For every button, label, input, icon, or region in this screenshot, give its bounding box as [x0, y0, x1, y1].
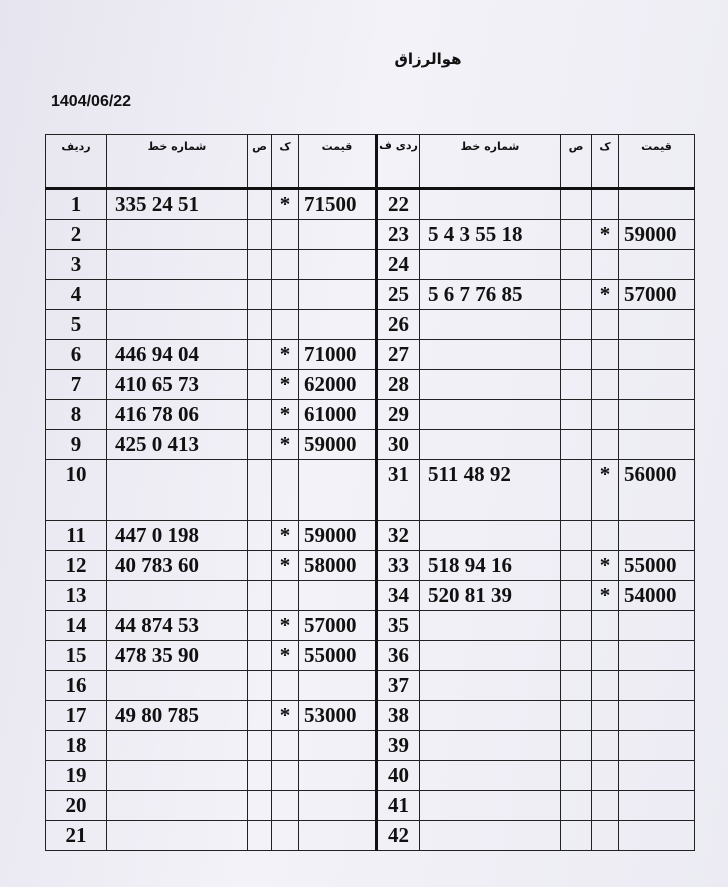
row-number: 19 — [46, 761, 107, 791]
s-cell — [248, 250, 272, 280]
table-header-row — [46, 135, 695, 189]
line-number: 410 65 73 — [107, 370, 248, 400]
s-cell — [248, 731, 272, 761]
row-number: 37 — [377, 671, 420, 701]
line-number — [107, 280, 248, 310]
table-row — [46, 641, 695, 671]
s-cell — [248, 821, 272, 851]
k-mark: * — [592, 460, 619, 521]
table-row — [46, 370, 695, 400]
k-mark: * — [272, 430, 299, 460]
price — [299, 731, 377, 761]
price — [299, 310, 377, 340]
line-number: 5 6 7 76 85 — [420, 280, 561, 310]
price — [619, 641, 695, 671]
line-number: 40 783 60 — [107, 551, 248, 581]
price — [299, 460, 377, 521]
table-row — [46, 551, 695, 581]
col-header-s: ص — [248, 135, 272, 189]
table-row — [46, 430, 695, 460]
s-cell — [248, 761, 272, 791]
s-cell — [561, 189, 592, 220]
row-number: 21 — [46, 821, 107, 851]
price — [619, 821, 695, 851]
col-header-k: ک — [272, 135, 299, 189]
s-cell — [561, 400, 592, 430]
document-date: 1404/06/22 — [51, 93, 132, 110]
k-mark — [272, 460, 299, 521]
price — [299, 821, 377, 851]
row-number: 29 — [377, 400, 420, 430]
s-cell — [248, 340, 272, 370]
line-number: 511 48 92 — [420, 460, 561, 521]
row-number: 38 — [377, 701, 420, 731]
table-row — [46, 460, 695, 521]
s-cell — [248, 400, 272, 430]
price — [619, 611, 695, 641]
k-mark — [272, 731, 299, 761]
line-number: 425 0 413 — [107, 430, 248, 460]
line-number — [420, 430, 561, 460]
k-mark — [592, 340, 619, 370]
price — [619, 761, 695, 791]
s-cell — [248, 551, 272, 581]
price — [619, 430, 695, 460]
k-mark: * — [272, 611, 299, 641]
row-number: 28 — [377, 370, 420, 400]
row-number: 22 — [377, 189, 420, 220]
line-number — [420, 701, 561, 731]
k-mark: * — [272, 370, 299, 400]
price: 55000 — [299, 641, 377, 671]
row-number: 41 — [377, 791, 420, 821]
price — [299, 671, 377, 701]
row-number: 25 — [377, 280, 420, 310]
row-number: 1 — [46, 189, 107, 220]
row-number: 40 — [377, 761, 420, 791]
s-cell — [561, 250, 592, 280]
s-cell — [561, 310, 592, 340]
row-number: 23 — [377, 220, 420, 250]
price — [299, 761, 377, 791]
line-number — [420, 641, 561, 671]
table-row — [46, 400, 695, 430]
table-row — [46, 310, 695, 340]
k-mark: * — [592, 280, 619, 310]
price — [619, 791, 695, 821]
k-mark — [592, 731, 619, 761]
s-cell — [561, 370, 592, 400]
row-number: 13 — [46, 581, 107, 611]
line-number — [420, 400, 561, 430]
line-number: 49 80 785 — [107, 701, 248, 731]
row-number: 15 — [46, 641, 107, 671]
line-number — [107, 581, 248, 611]
k-mark — [592, 611, 619, 641]
k-mark — [272, 761, 299, 791]
line-number: 5 4 3 55 18 — [420, 220, 561, 250]
k-mark — [592, 821, 619, 851]
table-row — [46, 671, 695, 701]
col-header-price-right: قیمت — [619, 135, 695, 189]
k-mark: * — [592, 220, 619, 250]
price — [619, 189, 695, 220]
line-number — [420, 611, 561, 641]
s-cell — [561, 430, 592, 460]
table-row — [46, 340, 695, 370]
row-number: 6 — [46, 340, 107, 370]
k-mark — [272, 220, 299, 250]
price — [619, 370, 695, 400]
line-number — [420, 731, 561, 761]
row-number: 18 — [46, 731, 107, 761]
line-number — [107, 310, 248, 340]
s-cell — [248, 701, 272, 731]
s-cell — [561, 701, 592, 731]
price — [299, 791, 377, 821]
s-cell — [561, 821, 592, 851]
price: 57000 — [619, 280, 695, 310]
s-cell — [248, 430, 272, 460]
k-mark — [592, 400, 619, 430]
price — [619, 310, 695, 340]
s-cell — [248, 521, 272, 551]
line-number — [107, 791, 248, 821]
price: 57000 — [299, 611, 377, 641]
s-cell — [561, 611, 592, 641]
s-cell — [248, 641, 272, 671]
line-number: 44 874 53 — [107, 611, 248, 641]
k-mark — [272, 791, 299, 821]
k-mark — [272, 310, 299, 340]
row-number: 3 — [46, 250, 107, 280]
price — [619, 731, 695, 761]
s-cell — [561, 671, 592, 701]
k-mark: * — [272, 701, 299, 731]
col-header-line-number: شماره خط — [107, 135, 248, 189]
k-mark: * — [272, 400, 299, 430]
table-row — [46, 611, 695, 641]
line-number — [420, 370, 561, 400]
k-mark: * — [592, 581, 619, 611]
line-number: 416 78 06 — [107, 400, 248, 430]
line-number — [420, 521, 561, 551]
row-number: 35 — [377, 611, 420, 641]
s-cell — [561, 581, 592, 611]
line-number: 520 81 39 — [420, 581, 561, 611]
price: 62000 — [299, 370, 377, 400]
k-mark — [592, 641, 619, 671]
col-header-k-right: ک — [592, 135, 619, 189]
s-cell — [248, 310, 272, 340]
price: 59000 — [619, 220, 695, 250]
k-mark — [272, 250, 299, 280]
col-header-row-no-right: ردی ف — [377, 135, 420, 189]
row-number: 11 — [46, 521, 107, 551]
k-mark — [272, 671, 299, 701]
row-number: 32 — [377, 521, 420, 551]
table-row — [46, 791, 695, 821]
s-cell — [248, 280, 272, 310]
k-mark — [272, 821, 299, 851]
s-cell — [561, 761, 592, 791]
row-number: 26 — [377, 310, 420, 340]
col-header-row-no: ردیف — [46, 135, 107, 189]
row-number: 20 — [46, 791, 107, 821]
price: 71000 — [299, 340, 377, 370]
price — [299, 220, 377, 250]
k-mark — [592, 250, 619, 280]
table-row — [46, 761, 695, 791]
table-row — [46, 521, 695, 551]
line-number — [107, 250, 248, 280]
k-mark — [592, 761, 619, 791]
k-mark — [592, 430, 619, 460]
k-mark — [592, 310, 619, 340]
line-number: 447 0 198 — [107, 521, 248, 551]
price: 55000 — [619, 551, 695, 581]
price — [619, 701, 695, 731]
k-mark — [592, 521, 619, 551]
row-number: 31 — [377, 460, 420, 521]
table-row — [46, 701, 695, 731]
line-number — [420, 250, 561, 280]
row-number: 2 — [46, 220, 107, 250]
price — [299, 250, 377, 280]
s-cell — [561, 731, 592, 761]
line-number — [107, 671, 248, 701]
s-cell — [248, 791, 272, 821]
line-number — [420, 340, 561, 370]
line-number — [107, 460, 248, 521]
price: 59000 — [299, 430, 377, 460]
k-mark — [272, 581, 299, 611]
line-number: 478 35 90 — [107, 641, 248, 671]
row-number: 39 — [377, 731, 420, 761]
row-number: 9 — [46, 430, 107, 460]
row-number: 42 — [377, 821, 420, 851]
k-mark: * — [272, 189, 299, 220]
price — [299, 280, 377, 310]
line-number — [420, 791, 561, 821]
table-row — [46, 280, 695, 310]
k-mark: * — [272, 521, 299, 551]
row-number: 30 — [377, 430, 420, 460]
row-number: 33 — [377, 551, 420, 581]
row-number: 7 — [46, 370, 107, 400]
row-number: 16 — [46, 671, 107, 701]
k-mark: * — [272, 551, 299, 581]
s-cell — [248, 611, 272, 641]
price: 71500 — [299, 189, 377, 220]
row-number: 27 — [377, 340, 420, 370]
price: 54000 — [619, 581, 695, 611]
row-number: 4 — [46, 280, 107, 310]
s-cell — [561, 220, 592, 250]
line-number: 335 24 51 — [107, 189, 248, 220]
line-number — [107, 731, 248, 761]
price: 58000 — [299, 551, 377, 581]
line-number — [107, 220, 248, 250]
price — [619, 400, 695, 430]
line-number: 518 94 16 — [420, 551, 561, 581]
line-number — [420, 671, 561, 701]
s-cell — [561, 551, 592, 581]
s-cell — [248, 220, 272, 250]
s-cell — [248, 671, 272, 701]
k-mark: * — [592, 551, 619, 581]
s-cell — [561, 460, 592, 521]
k-mark — [592, 189, 619, 220]
line-number: 446 94 04 — [107, 340, 248, 370]
k-mark: * — [272, 340, 299, 370]
col-header-line-number-right: شماره خط — [420, 135, 561, 189]
line-number — [420, 189, 561, 220]
s-cell — [561, 340, 592, 370]
price — [299, 581, 377, 611]
table-row — [46, 220, 695, 250]
row-number: 34 — [377, 581, 420, 611]
line-number — [420, 821, 561, 851]
price-table — [45, 134, 695, 851]
table-row — [46, 189, 695, 220]
s-cell — [561, 280, 592, 310]
row-number: 17 — [46, 701, 107, 731]
price — [619, 671, 695, 701]
s-cell — [561, 791, 592, 821]
k-mark — [592, 370, 619, 400]
line-number — [420, 761, 561, 791]
line-number — [420, 310, 561, 340]
k-mark: * — [272, 641, 299, 671]
table-row — [46, 250, 695, 280]
k-mark — [592, 671, 619, 701]
price: 59000 — [299, 521, 377, 551]
row-number: 5 — [46, 310, 107, 340]
s-cell — [561, 521, 592, 551]
line-number — [107, 821, 248, 851]
line-number — [107, 761, 248, 791]
price: 56000 — [619, 460, 695, 521]
price: 53000 — [299, 701, 377, 731]
price — [619, 340, 695, 370]
price — [619, 250, 695, 280]
table-row — [46, 821, 695, 851]
table-row — [46, 581, 695, 611]
k-mark — [272, 280, 299, 310]
row-number: 24 — [377, 250, 420, 280]
s-cell — [248, 460, 272, 521]
row-number: 12 — [46, 551, 107, 581]
k-mark — [592, 791, 619, 821]
row-number: 10 — [46, 460, 107, 521]
price — [619, 521, 695, 551]
table-row — [46, 731, 695, 761]
table-body — [46, 189, 695, 851]
col-header-price: قیمت — [299, 135, 377, 189]
s-cell — [248, 581, 272, 611]
price: 61000 — [299, 400, 377, 430]
k-mark — [592, 701, 619, 731]
page-title: هوالرزاق — [394, 50, 462, 68]
col-header-s-right: ص — [561, 135, 592, 189]
row-number: 14 — [46, 611, 107, 641]
row-number: 8 — [46, 400, 107, 430]
s-cell — [248, 370, 272, 400]
s-cell — [248, 189, 272, 220]
s-cell — [561, 641, 592, 671]
row-number: 36 — [377, 641, 420, 671]
